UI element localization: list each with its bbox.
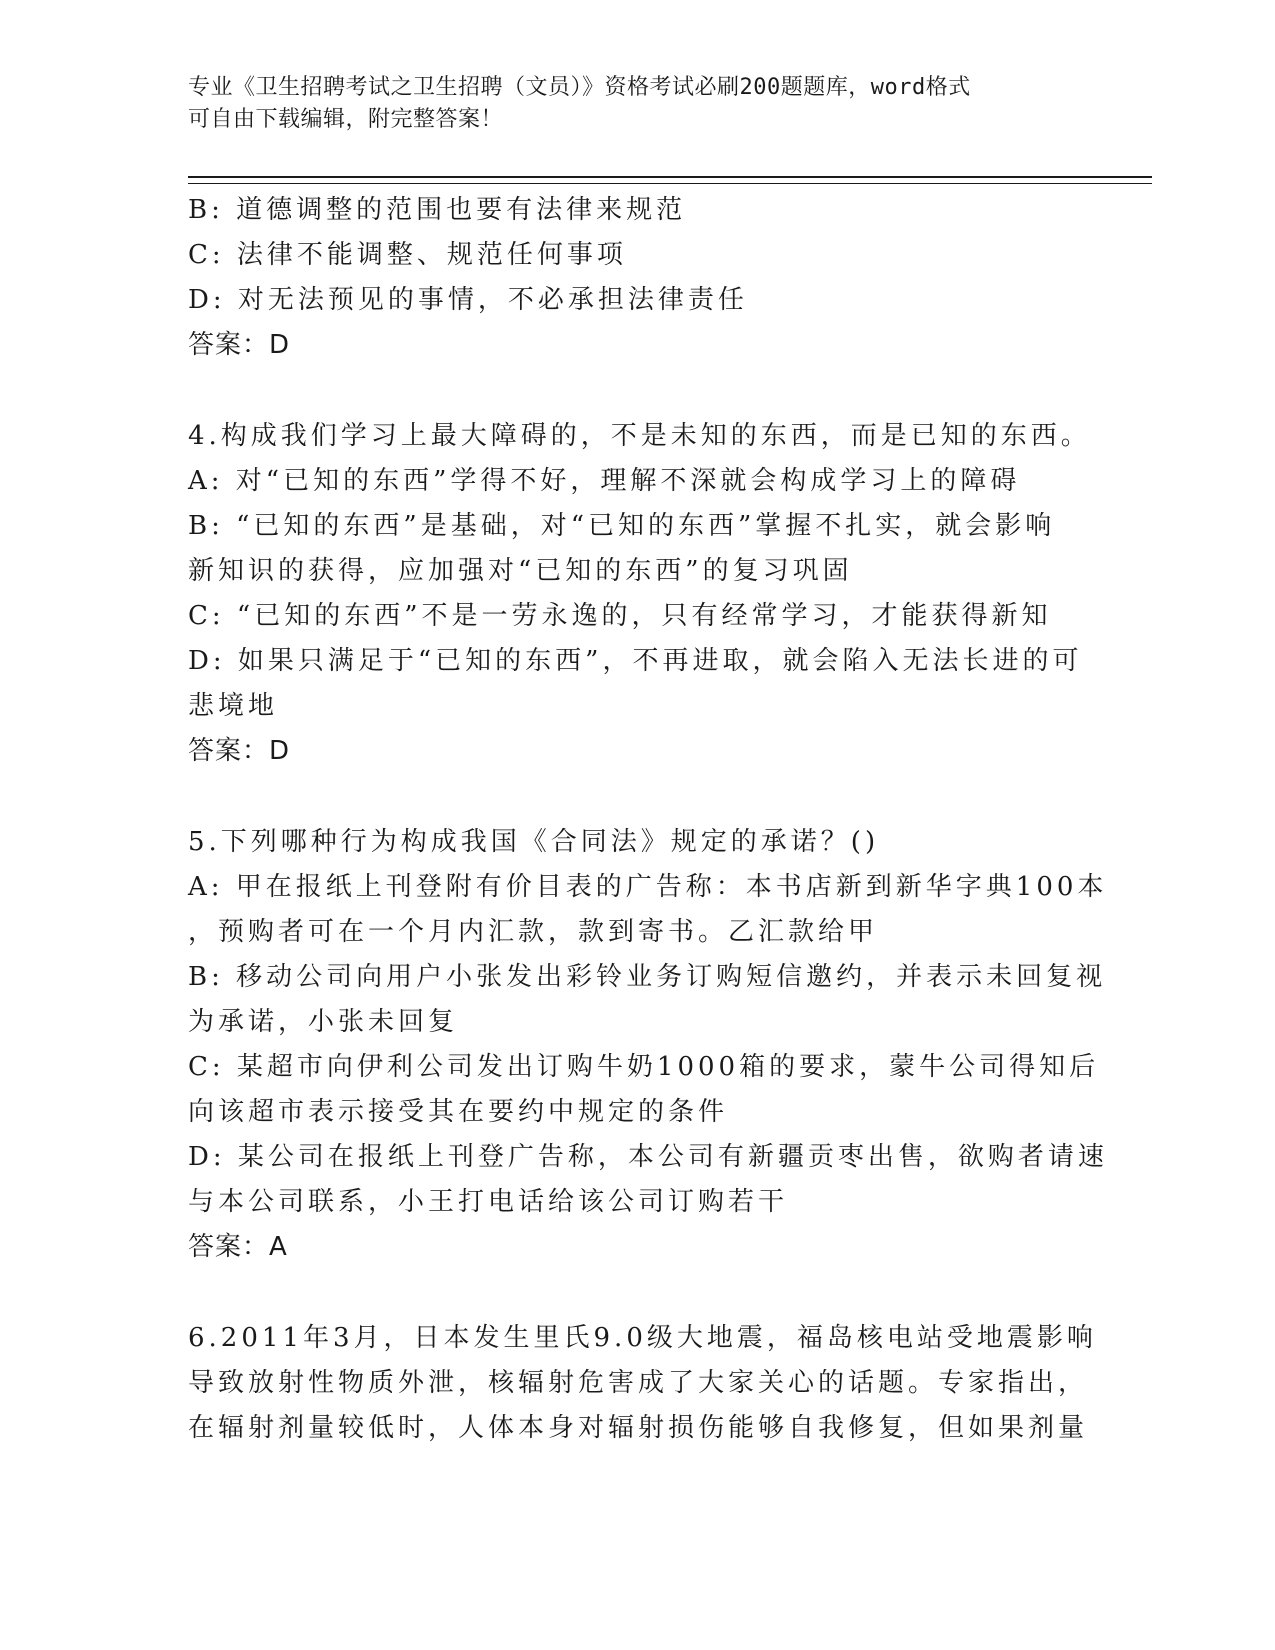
header-divider-thin	[188, 183, 1152, 184]
question-gap	[188, 368, 1068, 414]
question-gap	[188, 1270, 1068, 1316]
header-divider	[188, 176, 1152, 178]
q4-option-d: D: 如果只满足于“已知的东西”，不再进取，就会陷入无法长进的可	[188, 646, 1083, 676]
q5-option-d: D: 某公司在报纸上刊登广告称，本公司有新疆贡枣出售，欲购者请速	[188, 1142, 1108, 1172]
q4-option-a: A: 对“已知的东西”学得不好，理解不深就会构成学习上的障碍	[188, 466, 1021, 496]
q5-stem: 5.下列哪种行为构成我国《合同法》规定的承诺？()	[188, 827, 880, 857]
q4-option-b-cont: 新知识的获得，应加强对“已知的东西”的复习巩固	[188, 556, 853, 586]
document-header	[188, 72, 1068, 136]
q6-stem-cont: 在辐射剂量较低时，人体本身对辐射损伤能够自我修复，但如果剂量	[188, 1413, 1089, 1443]
q5-option-b-cont: 为承诺，小张未回复	[188, 1007, 459, 1037]
q3-answer: 答案：D	[188, 330, 291, 360]
q5-answer: 答案：A	[188, 1232, 288, 1262]
q3-option-c: C: 法律不能调整、规范任何事项	[188, 240, 627, 270]
document-body	[188, 188, 1108, 1451]
q3-option-b: B: 道德调整的范围也要有法律来规范	[188, 195, 687, 225]
q5-option-a: A: 甲在报纸上刊登附有价目表的广告称：本书店新到新华字典100本	[188, 872, 1108, 902]
q5-option-d-cont: 与本公司联系，小王打电话给该公司订购若干	[188, 1187, 789, 1217]
header-line: 可自由下载编辑，附完整答案！	[188, 107, 504, 132]
q4-answer: 答案：D	[188, 736, 291, 766]
q6-stem: 6.2011年3月，日本发生里氏9.0级大地震，福岛核电站受地震影响	[188, 1323, 1097, 1353]
q4-option-b: B: “已知的东西”是基础，对“已知的东西”掌握不扎实，就会影响	[188, 511, 1056, 541]
q5-option-b: B: 移动公司向用户小张发出彩铃业务订购短信邀约，并表示未回复视	[188, 962, 1107, 992]
header-line: 专业《卫生招聘考试之卫生招聘（文员）》资格考试必刷200题题库，word格式	[188, 75, 971, 100]
q4-option-c: C: “已知的东西”不是一劳永逸的，只有经常学习，才能获得新知	[188, 601, 1052, 631]
question-gap	[188, 774, 1068, 820]
q5-option-c-cont: 向该超市表示接受其在要约中规定的条件	[188, 1097, 729, 1127]
q5-option-c: C: 某超市向伊利公司发出订购牛奶1000箱的要求，蒙牛公司得知后	[188, 1052, 1100, 1082]
q6-stem-cont: 导致放射性物质外泄，核辐射危害成了大家关心的话题。专家指出，	[188, 1368, 1089, 1398]
q3-option-d: D: 对无法预见的事情，不必承担法律责任	[188, 285, 748, 315]
q4-option-d-cont: 悲境地	[188, 691, 279, 721]
q4-stem: 4.构成我们学习上最大障碍的，不是未知的东西，而是已知的东西。	[188, 421, 1091, 451]
q5-option-a-cont: ，预购者可在一个月内汇款，款到寄书。乙汇款给甲	[188, 917, 879, 947]
